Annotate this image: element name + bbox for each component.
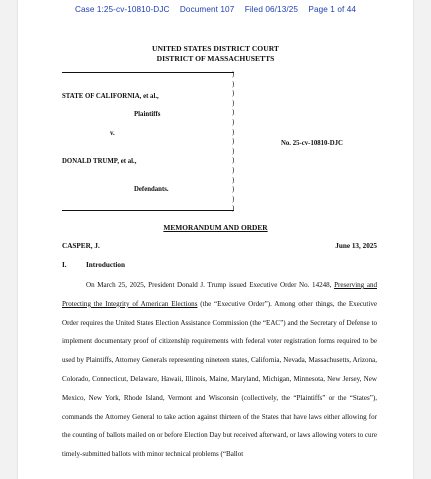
executive-order-title: Preserving and Protecting the Integrity of American Elections bbox=[62, 281, 378, 308]
section-heading bbox=[62, 261, 125, 269]
ecf-filing-header bbox=[18, 5, 413, 14]
body-text-rest: (the “Executive Order”). Among other things, the Executive Order requires the United States Election Assistance Commission (the “EAC”) and the Secretary of Defense to implement documentary proof of citizenship requirements with federal voter registration forms required to be used by Plaintiffs, Attorney Generals representing nineteen states, California, Nevada, Massachusetts, Arizona, Colorado, Connecticut, Delaware, Hawaii, Illinois, Maine, Maryland, Michigan, Minnesota, New Jersey, New Mexico, New York, Rhode Island, Vermont and Wisconsin (collectively, the “Plaintiffs” or the “States”), commands the Attorney General to take action against thirteen of the States that have laws either allowing for the counting of ballots mailed on or before Election Day but received afterward, or laws allowing voters to cure timely-submitted ballots with minor technical problems (“Ballot bbox=[62, 299, 377, 459]
judge-date-row bbox=[62, 242, 377, 250]
plaintiff-role: Plaintiffs bbox=[134, 111, 161, 118]
document-page bbox=[18, 0, 413, 479]
section-title: Introduction bbox=[86, 261, 126, 269]
defendant-name: DONALD TRUMP, et al., bbox=[62, 158, 137, 165]
court-name: UNITED STATES DISTRICT COURT bbox=[152, 44, 279, 53]
body-text-start: On March 25, 2025, President Donald J. Trump issued Executive Order No. 14248, bbox=[86, 281, 335, 289]
filed-date: Filed 06/13/25 bbox=[244, 5, 299, 14]
caption-rule-bottom bbox=[62, 210, 234, 211]
judge-name: CASPER, J. bbox=[62, 242, 100, 250]
defendant-role: Defendants. bbox=[134, 186, 169, 193]
case-number: Case 1:25-cv-10810-DJC bbox=[74, 5, 170, 14]
versus-label: v. bbox=[110, 130, 115, 137]
order-date: June 13, 2025 bbox=[335, 242, 377, 250]
body-paragraph bbox=[62, 276, 377, 464]
court-heading bbox=[18, 44, 413, 63]
caption-rule-top bbox=[62, 72, 234, 73]
civil-action-number: No. 25-cv-10810-DJC bbox=[281, 140, 343, 147]
court-district: DISTRICT OF MASSACHUSETTS bbox=[156, 53, 275, 63]
document-number: Document 107 bbox=[179, 5, 235, 14]
plaintiff-name: STATE OF CALIFORNIA, et al., bbox=[62, 93, 159, 100]
memorandum-title: MEMORANDUM AND ORDER bbox=[163, 223, 268, 232]
caption-parentheses: ) ) ) ) ) ) ) ) ) ) ) ) ) ) ) bbox=[232, 70, 235, 213]
section-number: I. bbox=[62, 261, 67, 269]
page-count: Page 1 of 44 bbox=[308, 5, 357, 14]
